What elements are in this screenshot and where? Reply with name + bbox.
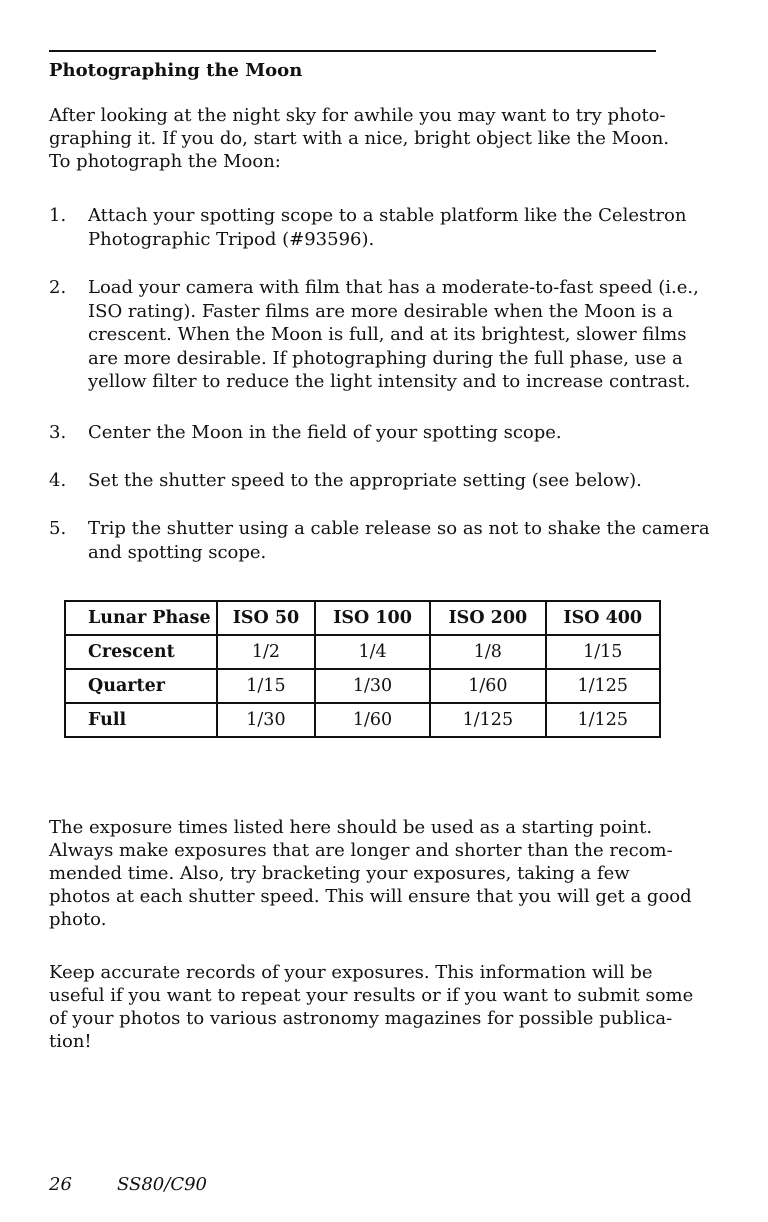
table-cell: 1/60 [431,670,546,704]
step-number: 2. [49,277,67,298]
step-text [88,421,562,445]
text-line: Center the Moon in the field of your spotting scope. [88,422,562,443]
exposure-table [64,600,661,738]
text-line: To photograph the Moon: [49,151,281,172]
table-cell: 1/15 [218,670,316,704]
table-cell: 1/125 [547,670,659,704]
step-text [88,469,642,493]
table-header-cell: ISO 200 [431,602,546,636]
text-line: mended time. Also, try bracketing your exposures, taking a few [49,863,630,884]
page-number: 26 [49,1174,72,1195]
text-line: Keep accurate records of your exposures. This information will be [49,962,653,983]
table-cell: Crescent [66,636,218,670]
section-title: Photographing the Moon [49,60,303,81]
text-line: photos at each shutter speed. This will ensure that you will get a good [49,886,692,907]
records-paragraph [49,961,694,1053]
text-line: graphing it. If you do, start with a nice, bright object like the Moon. [49,128,670,149]
text-line: yellow filter to reduce the light intensity and to increase contrast. [88,371,691,392]
model-name: SS80/C90 [117,1174,207,1195]
table-cell: 1/15 [547,636,659,670]
header-rule [49,50,656,52]
text-line: The exposure times listed here should be used as a starting point. [49,817,653,838]
intro-paragraph [49,104,689,173]
text-line: are more desirable. If photographing during the full phase, use a [88,347,683,369]
text-line: tion! [49,1031,92,1052]
text-line: photo. [49,909,107,930]
text-line: crescent. When the Moon is full, and at its brightest, slower films [88,324,687,345]
table-row [66,670,659,704]
table-header-cell: ISO 100 [316,602,431,636]
step-number: 4. [49,470,67,491]
table-cell: 1/4 [316,636,431,670]
table-cell: 1/2 [218,636,316,670]
table-header-cell: Lunar Phase [66,602,218,636]
table-cell: 1/8 [431,636,546,670]
text-line: and spotting scope. [88,541,267,563]
text-line: useful if you want to repeat your results or if you want to submit some [49,985,694,1006]
step-text [88,204,686,251]
step-number: 5. [49,518,67,539]
step-text [88,276,699,394]
text-line: of your photos to various astronomy magazines for possible publica- [49,1008,673,1029]
text-line: Always make exposures that are longer and shorter than the recom- [49,840,673,861]
table-row [66,636,659,670]
text-line: Set the shutter speed to the appropriate setting (see below). [88,470,642,491]
text-line: After looking at the night sky for awhile you may want to try photo- [49,105,666,126]
table-cell: 1/30 [218,704,316,736]
step-text [88,517,710,564]
table-row [66,704,659,736]
text-line: ISO rating). Faster films are more desirable when the Moon is a [88,300,673,322]
text-line: Photographic Tripod (#93596). [88,228,375,250]
table-cell: Quarter [66,670,218,704]
table-header-cell: ISO 50 [218,602,316,636]
table-cell: 1/125 [577,710,628,730]
step-number: 1. [49,205,67,226]
text-line: Trip the shutter using a cable release so as not to shake the camera [88,518,710,539]
exposure-notes-paragraph [49,816,692,931]
table-cell: 1/125 [431,704,546,736]
text-line: Load your camera with film that has a moderate-to-fast speed (i.e., [88,277,699,298]
table-header-cell: ISO 400 [547,602,659,636]
table-cell: Full [66,704,218,736]
table-header-row [66,602,659,636]
text-line: Attach your spotting scope to a stable platform like the Celestron [88,205,687,226]
table-cell: 1/60 [316,704,431,736]
table-cell: 1/30 [316,670,431,704]
step-number: 3. [49,422,67,443]
